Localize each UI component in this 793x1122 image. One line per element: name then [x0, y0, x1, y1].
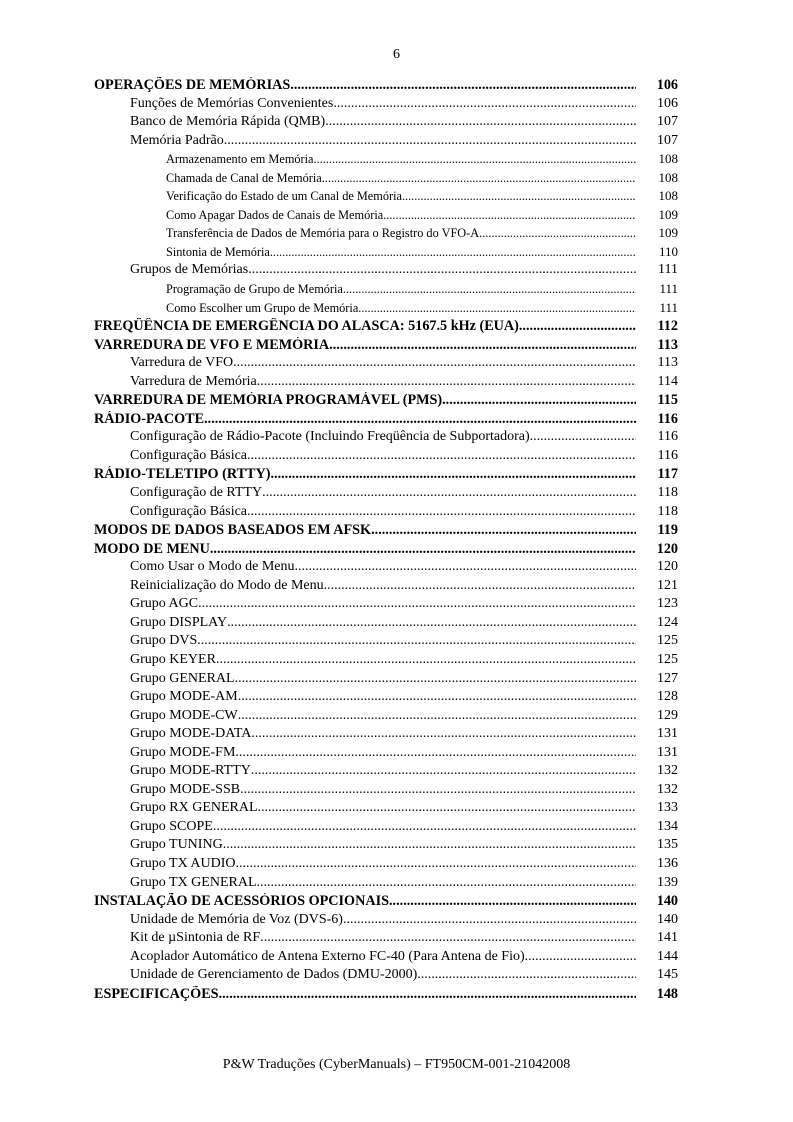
- toc-entry[interactable]: [94, 708, 678, 727]
- toc-entry-page: 131: [657, 744, 678, 760]
- toc-entry-page: 119: [657, 522, 678, 539]
- toc-entry[interactable]: [94, 188, 678, 207]
- toc-entry-page: 125: [657, 651, 678, 667]
- toc-entry-title: Grupo MODE-CW: [130, 707, 238, 723]
- toc-entry[interactable]: [94, 800, 678, 819]
- toc-entry-page: 109: [658, 206, 678, 222]
- toc-entry[interactable]: [94, 745, 678, 764]
- toc-entry-page: 114: [657, 373, 678, 389]
- toc-dot-leader: [324, 578, 636, 594]
- toc-entry[interactable]: [94, 541, 678, 560]
- toc-entry[interactable]: [94, 355, 678, 374]
- toc-entry[interactable]: [94, 448, 678, 467]
- toc-entry-title: MODO DE MENU: [94, 540, 210, 557]
- toc-dot-leader: [257, 875, 636, 891]
- toc-entry-page: 111: [659, 281, 678, 297]
- toc-entry[interactable]: [94, 689, 678, 708]
- toc-dot-leader: [290, 77, 636, 94]
- toc-dot-leader: [325, 114, 636, 130]
- toc-entry-title: Grupo SCOPE: [130, 818, 213, 834]
- toc-dot-leader: [233, 355, 636, 371]
- toc-entry[interactable]: [94, 633, 678, 652]
- toc-entry-title: RÁDIO-TELETIPO (RTTY): [94, 466, 271, 483]
- toc-entry[interactable]: [94, 114, 678, 133]
- toc-entry-page: 129: [657, 707, 678, 723]
- toc-dot-leader: [247, 504, 636, 520]
- toc-entry-page: 116: [657, 447, 678, 463]
- toc-entry-page: 116: [657, 410, 678, 427]
- toc-dot-leader: [358, 301, 636, 316]
- toc-entry-title: Acoplador Automático de Antena Externo FC-40 (Para Antena de Fio): [130, 948, 525, 964]
- toc-entry[interactable]: [94, 837, 678, 856]
- toc-entry[interactable]: [94, 782, 678, 801]
- toc-entry[interactable]: [94, 504, 678, 523]
- toc-entry-page: 124: [657, 614, 678, 630]
- toc-dot-leader: [383, 208, 636, 223]
- toc-entry-page: 118: [657, 503, 678, 519]
- toc-dot-leader: [343, 912, 636, 928]
- toc-dot-leader: [442, 392, 636, 409]
- toc-entry-page: 127: [657, 670, 678, 686]
- toc-dot-leader: [333, 96, 636, 112]
- toc-entry[interactable]: [94, 151, 678, 170]
- toc-entry-title: Sintonia de Memória: [166, 244, 270, 259]
- toc-entry-page: 117: [657, 466, 678, 483]
- toc-entry-title: RÁDIO-PACOTE: [94, 410, 205, 427]
- toc-entry-title: Grupo TX AUDIO: [130, 855, 236, 871]
- toc-dot-leader: [247, 448, 636, 464]
- toc-entry[interactable]: [94, 819, 678, 838]
- toc-dot-leader: [238, 708, 636, 724]
- toc-entry[interactable]: [94, 986, 678, 1005]
- toc-entry-title: Varredura de Memória: [130, 373, 257, 389]
- toc-entry[interactable]: [94, 77, 678, 96]
- toc-entry-title: Kit de µSintonia de RF: [130, 930, 261, 946]
- toc-entry[interactable]: [94, 96, 678, 115]
- toc-dot-leader: [235, 745, 636, 761]
- toc-entry-page: 113: [657, 336, 678, 353]
- toc-entry-title: Configuração Básica: [130, 503, 248, 519]
- toc-entry-title: Grupo DVS: [130, 633, 198, 649]
- toc-entry-title: Grupo MODE-AM: [130, 689, 238, 705]
- toc-entry[interactable]: [94, 337, 678, 356]
- toc-entry-title: INSTALAÇÃO DE ACESSÓRIOS OPCIONAIS: [94, 893, 389, 910]
- toc-entry-title: Configuração de RTTY: [130, 485, 263, 501]
- toc-dot-leader: [270, 466, 636, 483]
- toc-dot-leader: [223, 837, 636, 853]
- toc-entry-title: MODOS DE DADOS BASEADOS EM AFSK: [94, 522, 372, 539]
- toc-dot-leader: [270, 245, 636, 260]
- toc-dot-leader: [343, 282, 636, 297]
- toc-entry[interactable]: [94, 225, 678, 244]
- toc-entry[interactable]: [94, 318, 678, 337]
- toc-dot-leader: [258, 800, 636, 816]
- toc-dot-leader: [525, 949, 636, 965]
- toc-entry-title: Grupo MODE-SSB: [130, 781, 241, 797]
- toc-entry-page: 108: [658, 151, 678, 167]
- toc-entry-title: Varredura de VFO: [130, 355, 234, 371]
- toc-entry[interactable]: [94, 652, 678, 671]
- toc-entry-title: Transferência de Dados de Memória para o Registro do VFO-A: [166, 226, 480, 241]
- toc-entry[interactable]: [94, 875, 678, 894]
- toc-entry-page: 120: [656, 540, 678, 557]
- toc-entry[interactable]: [94, 392, 678, 411]
- toc-entry-title: ESPECIFICAÇÕES: [94, 985, 219, 1002]
- toc-dot-leader: [219, 986, 636, 1003]
- toc-dot-leader: [262, 485, 636, 501]
- toc-entry-title: Armazenamento em Memória: [166, 152, 314, 167]
- toc-entry-page: 113: [657, 355, 678, 371]
- toc-entry-title: Grupo AGC: [130, 596, 199, 612]
- toc-dot-leader: [322, 171, 636, 186]
- toc-entry-page: 118: [657, 485, 678, 501]
- toc-entry-title: Memória Padrão: [130, 132, 224, 148]
- toc-entry-title: Configuração Básica: [130, 447, 248, 463]
- toc-entry-title: Grupo DISPLAY: [130, 614, 228, 630]
- toc-entry-page: 111: [659, 299, 678, 315]
- toc-entry-page: 133: [657, 800, 678, 816]
- toc-entry[interactable]: [94, 596, 678, 615]
- toc-entry-page: 145: [657, 967, 678, 983]
- toc-entry-page: 140: [657, 911, 678, 927]
- toc-entry-title: OPERAÇÕES DE MEMÓRIAS: [94, 77, 291, 93]
- toc-dot-leader: [213, 819, 636, 835]
- toc-dot-leader: [251, 763, 636, 779]
- toc-dot-leader: [238, 689, 636, 705]
- toc-entry-page: 112: [657, 318, 678, 335]
- toc-entry-page: 109: [658, 225, 678, 241]
- toc-dot-leader: [224, 133, 636, 149]
- toc-entry-page: 132: [657, 781, 678, 797]
- toc-entry-title: Grupos de Memórias: [130, 262, 249, 278]
- toc-entry-page: 108: [658, 188, 678, 204]
- toc-entry[interactable]: [94, 170, 678, 189]
- toc-entry-page: 148: [656, 985, 678, 1002]
- toc-dot-leader: [530, 429, 636, 445]
- toc-entry[interactable]: [94, 207, 678, 226]
- toc-entry-page: 106: [656, 77, 678, 93]
- toc-entry-page: 134: [657, 818, 678, 834]
- toc-entry[interactable]: [94, 763, 678, 782]
- toc-entry-title: Grupo TX GENERAL: [130, 874, 257, 890]
- toc-dot-leader: [260, 930, 636, 946]
- toc-dot-leader: [240, 782, 636, 798]
- toc-entry-page: 120: [657, 559, 678, 575]
- toc-entry-title: Reinicialização do Modo de Menu: [130, 577, 324, 593]
- toc-entry-title: Grupo MODE-DATA: [130, 726, 252, 742]
- toc-dot-leader: [198, 596, 636, 612]
- toc-entry-page: 131: [657, 726, 678, 742]
- toc-dot-leader: [197, 633, 636, 649]
- toc-entry-page: 125: [657, 633, 678, 649]
- toc-entry-title: Unidade de Gerenciamento de Dados (DMU-2000): [130, 967, 418, 983]
- toc-dot-leader: [248, 262, 636, 278]
- toc-entry-page: 116: [657, 429, 678, 445]
- toc-entry[interactable]: [94, 374, 678, 393]
- toc-entry-title: Grupo MODE-FM: [130, 744, 236, 760]
- toc-entry-page: 121: [657, 577, 678, 593]
- toc-dot-leader: [519, 318, 636, 335]
- toc-entry-page: 107: [657, 132, 678, 148]
- toc-entry[interactable]: [94, 300, 678, 319]
- table-of-contents: [94, 77, 678, 1004]
- toc-entry-page: 136: [657, 855, 678, 871]
- toc-entry-page: 141: [657, 930, 678, 946]
- toc-entry[interactable]: [94, 411, 678, 430]
- toc-dot-leader: [204, 411, 636, 428]
- toc-entry-page: 139: [657, 874, 678, 890]
- toc-entry-title: Grupo KEYER: [130, 651, 216, 667]
- toc-dot-leader: [227, 615, 636, 631]
- toc-entry-title: Grupo TUNING: [130, 837, 223, 853]
- toc-entry-title: Grupo GENERAL: [130, 670, 235, 686]
- toc-entry-page: 110: [658, 243, 678, 259]
- toc-entry[interactable]: [94, 485, 678, 504]
- toc-entry[interactable]: [94, 726, 678, 745]
- toc-entry-title: Configuração de Rádio-Pacote (Incluindo Freqüência de Subportadora): [130, 429, 530, 445]
- toc-entry-title: Chamada de Canal de Memória: [166, 170, 322, 185]
- toc-entry-title: Funções de Memórias Convenientes: [130, 95, 334, 111]
- toc-entry[interactable]: [94, 262, 678, 281]
- toc-dot-leader: [329, 337, 636, 354]
- toc-entry[interactable]: [94, 578, 678, 597]
- toc-entry-page: 132: [657, 763, 678, 779]
- toc-entry[interactable]: [94, 244, 678, 263]
- toc-entry[interactable]: [94, 930, 678, 949]
- toc-entry[interactable]: [94, 615, 678, 634]
- toc-entry[interactable]: [94, 559, 678, 578]
- toc-entry-page: 123: [657, 596, 678, 612]
- toc-entry-page: 108: [658, 169, 678, 185]
- toc-entry-title: Como Usar o Modo de Menu: [130, 559, 295, 575]
- toc-dot-leader: [235, 671, 636, 687]
- toc-entry[interactable]: [94, 522, 678, 541]
- toc-entry-page: 135: [657, 837, 678, 853]
- toc-entry-title: Grupo MODE-RTTY: [130, 763, 251, 779]
- toc-entry-title: VARREDURA DE VFO E MEMÓRIA: [94, 336, 330, 353]
- page-footer: P&W Traduções (CyberManuals) – FT950CM-001-21042008: [222, 1057, 571, 1072]
- toc-entry-page: 107: [657, 114, 678, 130]
- toc-entry-title: FREQÜÊNCIA DE EMERGÊNCIA DO ALASCA: 5167.5 kHz (EUA): [94, 318, 519, 335]
- toc-entry[interactable]: [94, 281, 678, 300]
- page-number: 6: [393, 47, 400, 62]
- toc-entry-title: Verificação do Estado de um Canal de Memória: [166, 189, 402, 204]
- toc-entry-title: Programação de Grupo de Memória: [166, 282, 343, 297]
- toc-entry[interactable]: [94, 466, 678, 485]
- toc-dot-leader: [295, 559, 637, 575]
- toc-entry-page: 115: [657, 392, 678, 409]
- toc-dot-leader: [314, 152, 636, 167]
- toc-entry[interactable]: [94, 671, 678, 690]
- toc-dot-leader: [479, 226, 636, 241]
- toc-entry[interactable]: [94, 949, 678, 968]
- toc-entry-page: 140: [656, 893, 678, 910]
- toc-entry[interactable]: [94, 856, 678, 875]
- toc-entry-page: 106: [657, 95, 678, 111]
- toc-dot-leader: [402, 189, 636, 204]
- toc-entry-title: Unidade de Memória de Voz (DVS-6): [130, 911, 343, 927]
- toc-entry[interactable]: [94, 912, 678, 931]
- toc-dot-leader: [257, 374, 636, 390]
- toc-dot-leader: [216, 652, 636, 668]
- toc-entry[interactable]: [94, 893, 678, 912]
- toc-entry-title: Como Apagar Dados de Canais de Memória: [166, 207, 384, 222]
- toc-entry[interactable]: [94, 429, 678, 448]
- toc-entry-page: 111: [658, 262, 678, 278]
- toc-dot-leader: [417, 967, 636, 983]
- toc-entry[interactable]: [94, 967, 678, 986]
- toc-entry-page: 144: [657, 948, 678, 964]
- toc-entry-title: Grupo RX GENERAL: [130, 800, 258, 816]
- toc-entry-title: Como Escolher um Grupo de Memória: [166, 300, 359, 315]
- toc-entry-title: VARREDURA DE MEMÓRIA PROGRAMÁVEL (PMS): [94, 392, 443, 409]
- toc-entry-page: 128: [657, 689, 678, 705]
- toc-entry-title: Banco de Memória Rápida (QMB): [130, 114, 326, 130]
- toc-dot-leader: [251, 726, 636, 742]
- toc-entry[interactable]: [94, 133, 678, 152]
- toc-dot-leader: [210, 541, 636, 558]
- toc-dot-leader: [371, 522, 636, 539]
- toc-dot-leader: [236, 856, 636, 872]
- toc-dot-leader: [389, 893, 636, 910]
